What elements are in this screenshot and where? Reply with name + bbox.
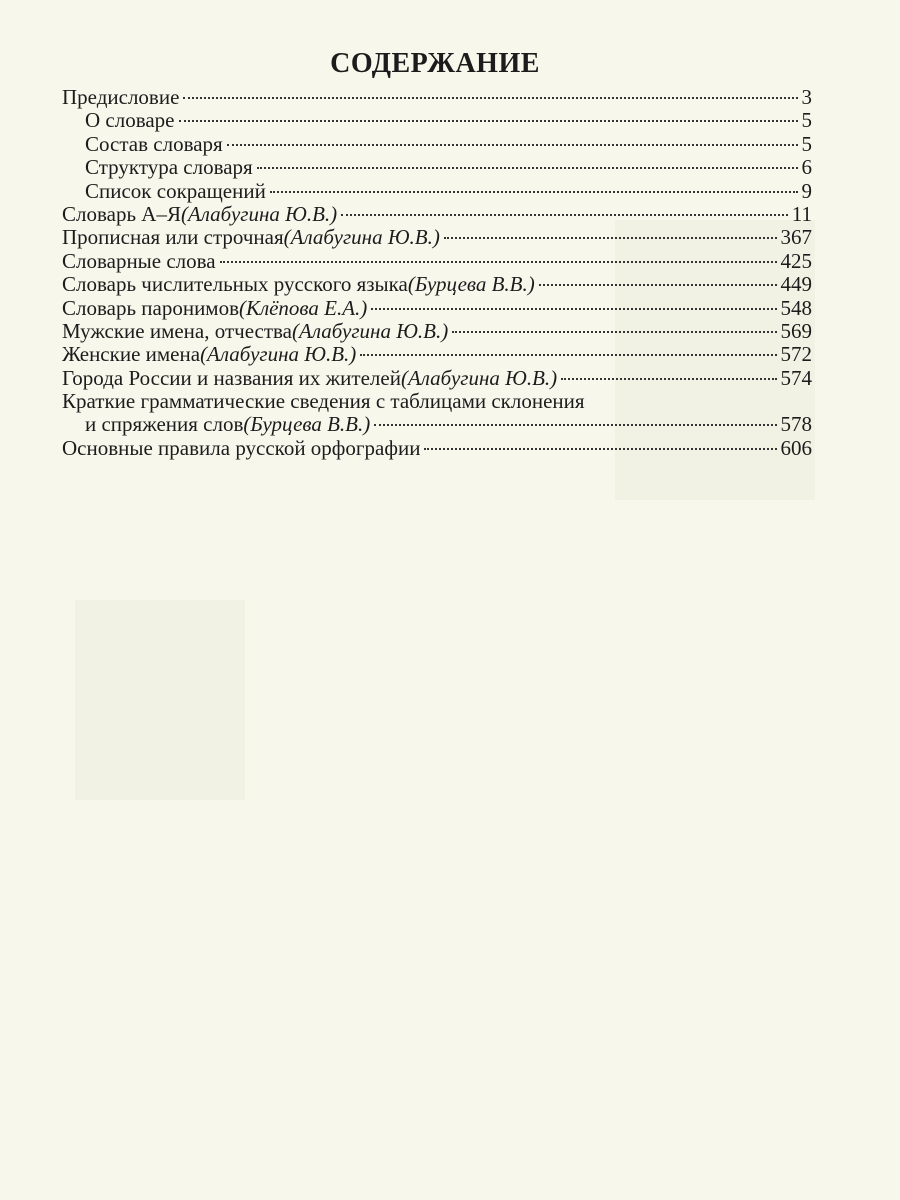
toc-leader-dots xyxy=(371,308,776,310)
toc-entry-author: (Алабугина Ю.В.) xyxy=(292,318,449,343)
toc-entry xyxy=(62,320,812,343)
toc-entry-title: Женские имена xyxy=(62,342,201,367)
toc-subentry xyxy=(62,156,812,179)
toc-entry-title: Словарь А–Я xyxy=(62,201,181,226)
toc-page-number: 449 xyxy=(780,272,812,297)
toc-entry xyxy=(62,390,812,413)
toc-entry-title: Список сокращений xyxy=(85,178,266,203)
toc-leader-dots xyxy=(341,214,788,216)
toc-leader-dots xyxy=(270,191,798,193)
toc-page-number: 5 xyxy=(801,108,812,133)
toc-entry-author: (Бурцева В.В.) xyxy=(243,412,371,437)
toc-entry xyxy=(62,343,812,366)
toc-page-number: 367 xyxy=(780,225,812,250)
toc-entry-title: Словарные слова xyxy=(62,248,216,273)
toc-entry xyxy=(62,437,812,460)
toc-entry xyxy=(62,86,812,109)
toc-leader-dots xyxy=(452,331,776,333)
toc-page-number: 3 xyxy=(801,85,812,109)
toc-entry-title: Состав словаря xyxy=(85,131,223,156)
toc-subentry xyxy=(62,180,812,203)
toc-entry xyxy=(62,297,812,320)
toc-entry-author: (Алабугина Ю.В.) xyxy=(400,365,558,390)
toc-entry xyxy=(62,226,812,249)
toc-entry-title: Мужские имена, отчества xyxy=(62,318,293,343)
toc-entry-title: О словаре xyxy=(85,108,175,133)
toc-entry-title: Краткие грамматические сведения с таблицами склонения xyxy=(62,389,585,414)
toc-leader-dots xyxy=(424,448,776,450)
toc-page-number: 606 xyxy=(780,435,812,460)
toc-leader-dots xyxy=(539,284,777,286)
page-title: СОДЕРЖАНИЕ xyxy=(330,48,540,79)
toc-page-number: 572 xyxy=(780,342,812,367)
toc-entry xyxy=(62,250,812,273)
toc-entry-author: (Алабугина Ю.В.) xyxy=(283,225,440,250)
toc-subentry xyxy=(62,133,812,156)
toc-page-number: 578 xyxy=(780,412,812,437)
toc-leader-dots xyxy=(444,237,777,239)
toc-leader-dots xyxy=(220,261,777,263)
toc-entry-title: Словарь паронимов xyxy=(62,295,240,320)
toc-leader-dots xyxy=(227,144,798,146)
toc-leader-dots xyxy=(179,120,798,122)
toc-entry-title: Прописная или строчная xyxy=(62,225,284,250)
toc-leader-dots xyxy=(257,167,798,169)
toc-entry-title: Города России и названия их жителей xyxy=(62,365,401,390)
toc-page-number: 574 xyxy=(780,365,812,390)
toc-subentry xyxy=(62,109,812,132)
toc-page-number: 569 xyxy=(780,318,812,343)
bleed-through-block xyxy=(75,600,245,800)
table-of-contents xyxy=(62,86,812,460)
toc-entry-title: Предисловие xyxy=(62,85,180,109)
toc-page-number: 9 xyxy=(801,178,812,203)
toc-entry-title: Основные правила русской орфографии xyxy=(62,435,421,460)
toc-entry-author: (Алабугина Ю.В.) xyxy=(180,201,338,226)
toc-entry-continuation xyxy=(62,413,812,436)
toc-entry xyxy=(62,203,812,226)
toc-page-number: 548 xyxy=(780,295,812,320)
toc-page-number: 5 xyxy=(801,131,812,156)
toc-entry-author: (Клёпова Е.А.) xyxy=(239,295,368,320)
toc-leader-dots xyxy=(183,97,797,99)
toc-page-number: 11 xyxy=(791,201,812,226)
toc-entry xyxy=(62,273,812,296)
toc-leader-dots xyxy=(561,378,776,380)
toc-entry-author: (Бурцева В.В.) xyxy=(407,272,535,297)
toc-leader-dots xyxy=(360,354,776,356)
toc-entry-title: Словарь числительных русского языка xyxy=(62,272,408,297)
toc-entry-title: и спряжения слов xyxy=(85,412,244,437)
toc-entry-author: (Алабугина Ю.В.) xyxy=(200,342,357,367)
toc-leader-dots xyxy=(374,424,776,426)
toc-page-number: 6 xyxy=(801,155,812,180)
toc-entry xyxy=(62,367,812,390)
toc-entry-title: Структура словаря xyxy=(85,155,253,180)
toc-page-number: 425 xyxy=(780,248,812,273)
